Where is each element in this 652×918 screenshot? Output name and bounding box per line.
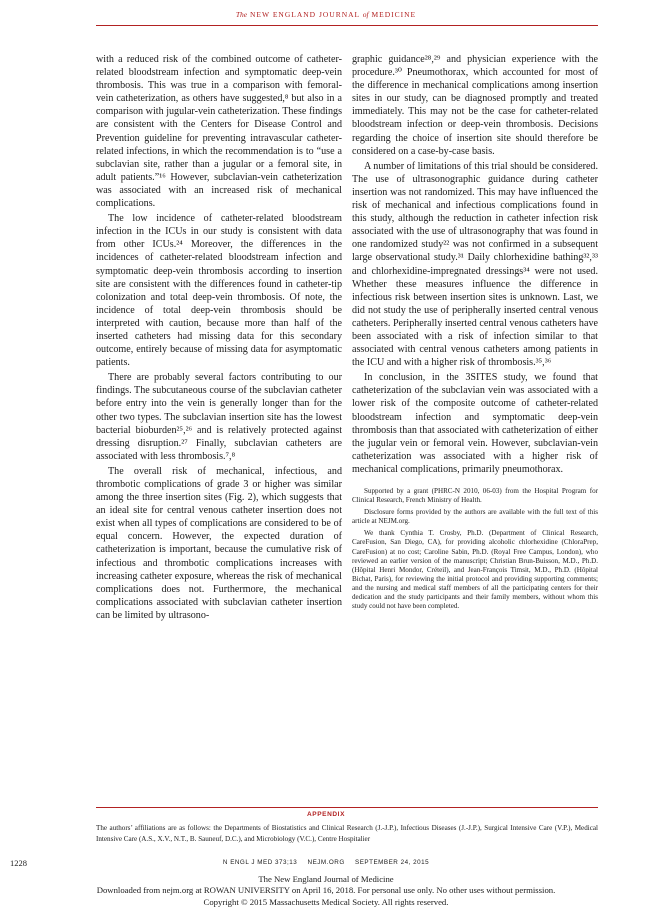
header-divider	[96, 25, 598, 26]
running-head	[0, 10, 652, 19]
journal-citation: N ENGL J MED 373;13	[222, 859, 298, 866]
paragraph: The low incidence of catheter-related bloodstream infection in the ICUs in our study is consistent with data from other ICUs.²⁴ Moreover, the differences in the incidences of catheter-related bloodstream infection and symptomatic deep-vein thrombosis according to insertion site are consistent with the differences found in catheter-tip colonization and total deep-vein thrombosis. Of note, the incidence of total deep-vein thrombosis should be interpreted with caution, because more than half of the inserted catheters had missing data for this secondary outcome, entirely because of missing data for asymptomatic patients.	[96, 213, 342, 369]
paragraph: A number of limitations of this trial should be considered. The use of ultrasonographic guidance during catheter insertion was not randomized. This may have influenced the risk of mechanical and infectious complications found in this study, although the reduction in catheter infection risk associated with the use of ultrasonography that was found in one randomized study²² was not confirmed in a subsequent large observational study.³¹ Daily chlorhexidine bathing³²,³³ and chlorhexidine-impregnated dressings³⁴ were not used. Whether these measures influence the difference in infectious risk between insertion sites is unknown. Last, we did not study the use of peripherally inserted central venous catheters. Peripherally inserted central venous catheters have been associated with a risk of infection similar to that associated with central venous catheters among patients in the ICU and with a higher risk of thrombosis.³⁵,³⁶	[352, 160, 598, 369]
acknowledgments	[352, 487, 598, 611]
page-number: 1228	[10, 858, 27, 868]
journal-site: NEJM.ORG	[307, 859, 345, 866]
running-head-suffix: MEDICINE	[371, 10, 417, 19]
paragraph: The overall risk of mechanical, infectious, and thrombotic complications of grade 3 or higher was similar among the three insertion sites (Fig. 2), which suggests that an ideal site for central venous catheter insertion does not exist when all types of complications are considered to be of equal concern. However, the expected duration of catheterization is important, because the cumulative risk of infectious and thrombotic complications increases with increasing catheter exposure, whereas the risk of mechanical complications does not. Furthermore, the mechanical complications associated with subclavian catheter insertion can be limited by ultrasono-	[96, 465, 342, 621]
download-notice	[0, 874, 652, 908]
running-head-of: of	[362, 10, 369, 19]
thanks-note: We thank Cynthia T. Crosby, Ph.D. (Department of Clinical Research, CareFusion, San Diego, CA), for providing alcoholic chlorhexidine (ChloraPrep, CareFusion) at no cost; Caroline Sabin, Ph.D. (Royal Free Campus, London), who reviewed an earlier version of the manuscript; Christian Brun-Buisson, M.D., Ph.D. (Hôpital Henri Mondor, Créteil), and Jean-François Timsit, M.D., Ph.D. (Hôpital Bichat, Paris), for reviewing the initial protocol and providing supporting comments; and the nursing and medical staff members of all the participating centers for their dedication and the study participants and their family members, without whom this study could not have been completed.	[352, 529, 598, 611]
appendix-title: APPENDIX	[306, 811, 346, 818]
paragraph: with a reduced risk of the combined outcome of catheter-related bloodstream infection and symptomatic deep-vein thrombosis. This was true in a comparison with femoral-vein catheterization, as others have suggested,⁸ but also in a comparison with jugular-vein catheterization. These findings are consistent with the Centers for Disease Control and Prevention guideline for preventing intravascular catheter-related infections, in which the recommendation is to “use a subclavian site, rather than a jugular or a femoral site, in adult patients.”¹⁶ However, subclavian-vein catheterization was associated with an increased risk of mechanical complications.	[96, 54, 342, 210]
appendix-text: The authors’ affiliations are as follows: the Departments of Biostatistics and Clinical Research (J.-J.P.), Infectious Diseases (J.-J.P.), Surgical Intensive Care (V.P.), Medical Intensive Care (A.S., X.V., N.T., B. Sauneuf, D.C.), and Microbiology (V.C.), Centre Hospitalier	[96, 824, 598, 843]
funding-note: Supported by a grant (PHRC-N 2010, 06-03) from the Hospital Program for Clinical Research, French Ministry of Health.	[352, 487, 598, 505]
left-column	[96, 53, 342, 622]
download-statement: Downloaded from nejm.org at ROWAN UNIVERSITY on April 16, 2018. For personal use only. No other uses without permission.	[96, 885, 556, 896]
disclosure-note: Disclosure forms provided by the authors are available with the full text of this article at NEJM.org.	[352, 508, 598, 526]
paragraph: graphic guidance²⁸,²⁹ and physician experience with the procedure.³⁰ Pneumothorax, which accounted for most of the difference in mechanical complications among insertion sites in our study, can be diagnosed promptly and treated immediately. This may not be the case for catheter-related bloodstream infection or deep-vein thrombosis. Decisions regarding the choice of insertion site should therefore be considered on a case-by-case basis.	[352, 54, 598, 157]
paragraph: There are probably several factors contributing to our findings. The subcutaneous course of the subclavian catheter before entry into the vein is generally longer than for the other two types. The subclavian insertion site has the lowest bacterial bioburden²⁵,²⁶ and is relatively protected against dressing disruption.²⁷ Finally, subclavian catheters are associated with less thrombosis.⁷,⁸	[96, 372, 342, 462]
running-head-journal: NEW ENGLAND JOURNAL	[250, 10, 360, 19]
footer-citation	[0, 859, 652, 866]
appendix-divider	[96, 807, 598, 808]
right-column	[352, 53, 598, 614]
paragraph: In conclusion, in the 3SITES study, we found that catheterization of the subclavian vein was associated with a lower risk of the composite outcome of catheter-related bloodstream infection and symptomatic deep-vein thrombosis than that associated with catheterization of either the jugular vein or femoral vein. However, subclavian-vein catheterization was associated with a higher risk of mechanical complications, primarily pneumothorax.	[352, 372, 598, 475]
download-journal: The New England Journal of Medicine	[258, 874, 394, 884]
running-head-prefix: The	[235, 10, 248, 19]
copyright-line: Copyright © 2015 Massachusetts Medical Society. All rights reserved.	[203, 896, 449, 907]
issue-date: SEPTEMBER 24, 2015	[355, 859, 430, 866]
